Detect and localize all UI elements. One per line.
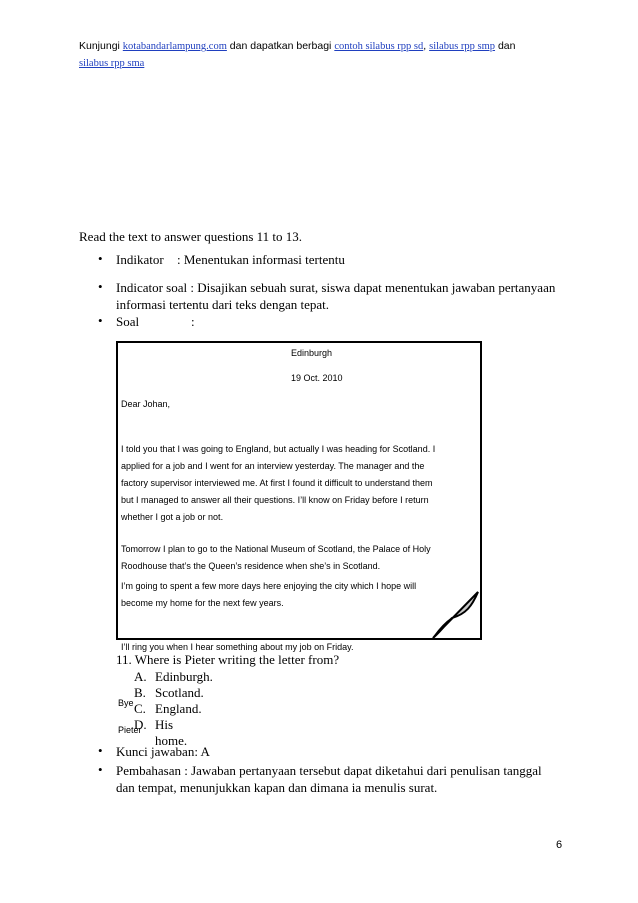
bullet-indikator: [98, 251, 164, 268]
page-number: 6: [556, 839, 563, 851]
letter-line: factory supervisor interviewed me. At first I found it difficult to understand them: [121, 478, 433, 488]
letter-paragraph-2: [121, 541, 476, 575]
soal-label: Soal: [116, 314, 140, 329]
bullet-kunci: [98, 743, 210, 760]
option-b: [134, 685, 204, 701]
bullet-dot: •: [98, 762, 103, 777]
option-text: England.: [155, 701, 202, 716]
letter-date: 19 Oct. 2010: [291, 373, 343, 383]
header-prefix: Kunjungi: [79, 40, 123, 52]
letter-greeting: Dear Johan,: [121, 399, 171, 409]
option-text: Edinburgh.: [155, 669, 213, 684]
indikator-soal-value: : Disajikan sebuah surat, siswa dapat menentukan jawaban pertanyaan: [190, 280, 556, 295]
kunci-text: Kunci jawaban: A: [116, 744, 210, 759]
option-letter: A.: [134, 669, 147, 684]
letter-line: become my home for the next few years.: [121, 598, 284, 608]
letter-paragraph-3: [121, 578, 476, 612]
letter-paragraph-1: [121, 441, 476, 526]
bullet-dot: •: [98, 743, 103, 758]
intro-text: Read the text to answer questions 11 to 13.: [79, 229, 303, 244]
link-rpp-sd[interactable]: contoh silabus rpp sd: [334, 41, 424, 52]
option-letter: B.: [134, 685, 146, 700]
question-text: 11. Where is Pieter writing the letter from?: [116, 652, 340, 667]
letter-line: but I managed to answer all their questions. I’ll know on Friday before I return: [121, 495, 429, 505]
bullet-soal: [98, 313, 140, 330]
option-letter: D.: [134, 717, 147, 732]
pembahasan-value: : Jawaban pertanyaan tersebut dapat diketahui dari penulisan tanggal: [180, 763, 542, 778]
link-kotabandarlampung[interactable]: kotabandarlampung.com: [122, 41, 227, 52]
header-sep: ,: [423, 40, 430, 52]
bullet-dot: •: [98, 313, 103, 328]
letter-line: I’m going to spent a few more days here enjoying the city which I hope will: [121, 581, 417, 591]
letter-line: whether I got a job or not.: [121, 512, 224, 522]
link-rpp-sma[interactable]: silabus rpp sma: [79, 58, 145, 69]
letter-line: Roodhouse that’s the Queen’s residence when she’s in Scotland.: [121, 561, 381, 571]
soal-value: :: [191, 314, 195, 329]
page-header: [79, 38, 579, 72]
pembahasan-value2: dan tempat, menunjukkan kapan dan dimana ia menulis surat.: [116, 780, 438, 795]
bullet-pembahasan: [98, 762, 576, 796]
option-text: His home.: [155, 717, 188, 748]
letter-line: Tomorrow I plan to go to the National Museum of Scotland, the Palace of Holy: [121, 544, 431, 554]
letter-line: I told you that I was going to England, but actually I was heading for Scotland. I: [121, 444, 436, 454]
option-a: [134, 669, 213, 685]
bullet-dot: •: [98, 251, 103, 266]
letter-sign: Pieter: [118, 725, 142, 735]
bullet-dot: •: [98, 279, 103, 294]
indikator-soal-value2: informasi tertentu dari teks dengan tepat.: [116, 297, 329, 312]
option-text: Scotland.: [155, 685, 204, 700]
letter-place: Edinburgh: [291, 348, 333, 358]
letter-bye: Bye: [118, 698, 134, 708]
indikator-soal-label: Indicator soal: [116, 280, 188, 295]
indikator-value: : Menentukan informasi tertentu: [177, 252, 345, 267]
option-letter: C.: [134, 701, 146, 716]
link-rpp-smp[interactable]: silabus rpp smp: [429, 41, 496, 52]
option-d: [134, 717, 188, 748]
bullet-indikator-soal: [98, 279, 576, 313]
letter-ring: I’ll ring you when I hear something about my job on Friday.: [121, 642, 354, 652]
letter-line: applied for a job and I went for an interview yesterday. The manager and the: [121, 461, 425, 471]
indikator-label: Indikator: [116, 252, 164, 267]
option-c: [134, 701, 202, 717]
header-suffix: dan: [495, 40, 516, 52]
header-mid: dan dapatkan berbagi: [226, 40, 335, 52]
pembahasan-label: Pembahasan: [116, 763, 181, 778]
